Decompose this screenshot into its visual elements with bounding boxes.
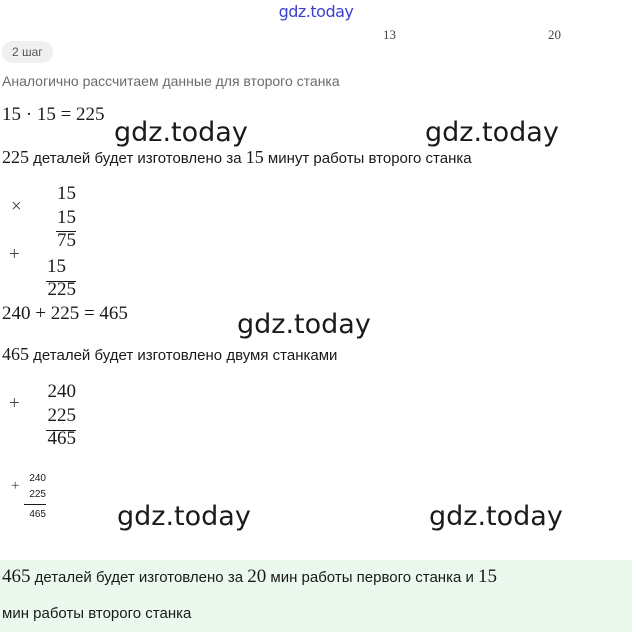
equation-add: 240 + 225 = 465 [2, 303, 128, 324]
cut-number-left: 13 [383, 27, 396, 42]
column-row: 225 [29, 489, 46, 500]
plus-sign: + [9, 244, 20, 265]
text: деталей будет изготовлено двумя станками [33, 347, 338, 364]
text: деталей будет изготовлено за [34, 569, 244, 586]
value: 20 [247, 566, 267, 587]
answer-line-2: мин работы второго станка [2, 605, 192, 622]
column-row: 240 [47, 381, 76, 402]
column-row: 465 [47, 428, 76, 449]
column-rule [24, 504, 46, 505]
text: мин работы первого станка и [270, 569, 474, 586]
column-row: 225 [47, 279, 76, 300]
column-row: 15 [47, 256, 66, 277]
answer-line-1 [2, 566, 497, 588]
answer-block [0, 560, 632, 632]
watermark: gdz.today [237, 309, 371, 340]
multiply-sign: × [11, 196, 22, 217]
text: минут работы второго станка [267, 150, 472, 167]
equation-multiply: 15 · 15 = 225 [2, 104, 105, 125]
plus-sign: + [11, 478, 20, 494]
value: 465 [2, 344, 29, 364]
column-row: 225 [47, 405, 76, 426]
value: 15 [478, 566, 498, 587]
watermark: gdz.today [114, 117, 248, 148]
value: 465 [2, 566, 31, 587]
column-row: 465 [29, 509, 46, 520]
cut-number-right: 20 [548, 27, 561, 42]
plus-sign: + [9, 393, 20, 414]
result-sentence-1 [2, 147, 472, 168]
step-intro: Аналогично рассчитаем данные для второго станка [2, 73, 340, 89]
column-row: 240 [29, 473, 46, 484]
value: 225 [2, 147, 29, 167]
result-sentence-2 [2, 344, 337, 365]
column-row: 75 [57, 230, 76, 251]
step-badge: 2 шаг [2, 41, 53, 63]
column-row: 15 [57, 207, 76, 228]
watermark: gdz.today [117, 501, 251, 532]
watermark: gdz.today [429, 501, 563, 532]
text: деталей будет изготовлено за [33, 150, 242, 167]
watermark: gdz.today [425, 117, 559, 148]
column-row: 15 [57, 183, 76, 204]
value: 15 [245, 147, 264, 167]
site-logo[interactable]: gdz.today [278, 2, 354, 21]
